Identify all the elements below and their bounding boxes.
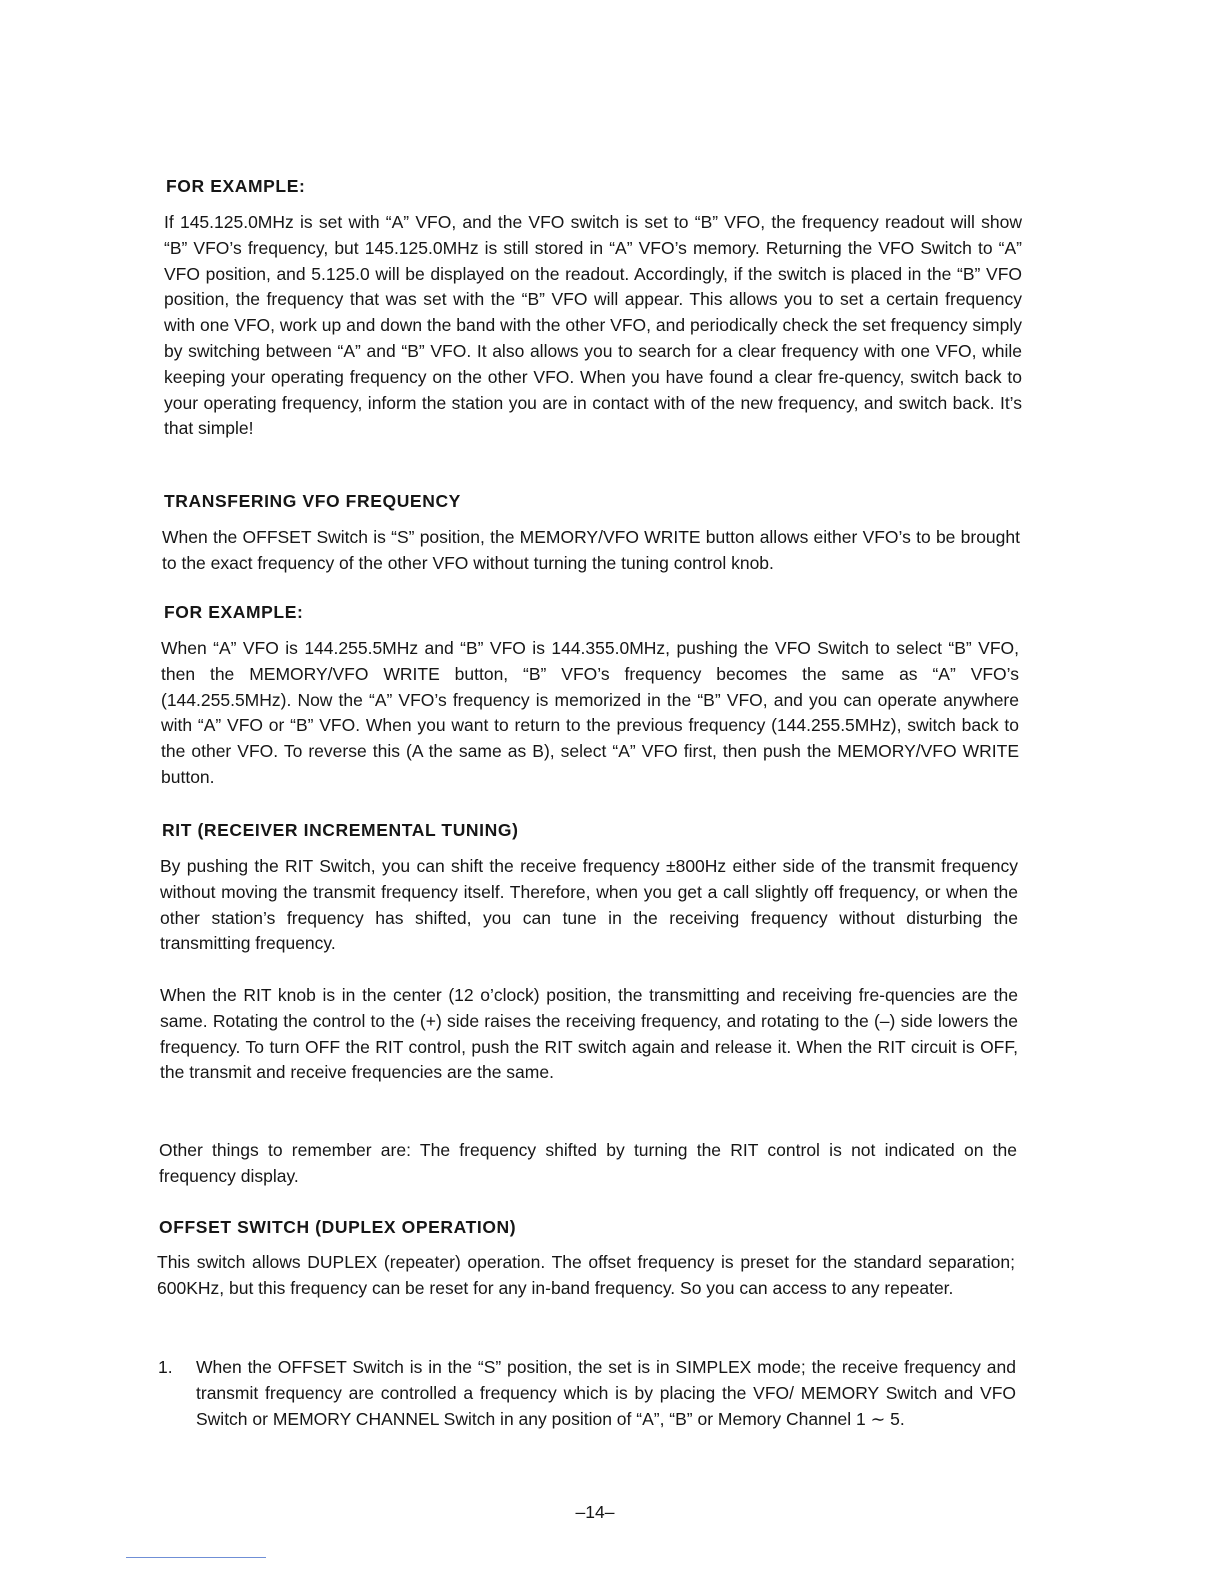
list-item-text: When the OFFSET Switch is in the “S” position, the set is in SIMPLEX mode; the receive frequency and transmit frequency are controlled a frequency which is by placing the VFO/ MEMORY Switch and VFO Switch or MEMORY CHANNEL Switch in any position of “A”, “B” or Memory Channel 1 ∼ 5.	[196, 1357, 1016, 1429]
transfering-vfo-paragraph: When the OFFSET Switch is “S” position, the MEMORY/VFO WRITE button allows either VFO’s to be brought to the exact frequency of the other VFO without turning the tuning control knob.	[162, 527, 1020, 573]
rit-paragraph-1: By pushing the RIT Switch, you can shift the receive frequency ±800Hz either side of the transmit frequency without moving the transmit frequency itself. Therefore, when you get a call slightly off frequency, or when the other station’s frequency has shifted, you can tune in the receiving frequency without disturbing the transmitting frequency.	[160, 856, 1018, 954]
example-heading-1: FOR EXAMPLE:	[166, 176, 306, 196]
page-number: –14–	[575, 1502, 615, 1522]
rit-paragraph-3: Other things to remember are: The frequency shifted by turning the RIT control is not indicated on the frequency display.	[159, 1140, 1017, 1186]
example-paragraph-2: When “A” VFO is 144.255.5MHz and “B” VFO is 144.355.0MHz, pushing the VFO Switch to select “B” VFO, then the MEMORY/VFO WRITE button, “B” VFO’s frequency becomes the same as “A” VFO’s (144.255.5MHz). Now the “A” VFO’s frequency is memorized in the “B” VFO, and you can operate anywhere with “A” VFO or “B” VFO. When you want to return to the previous frequency (144.255.5MHz), switch back to the other VFO. To reverse this (A the same as B), select “A” VFO first, then push the MEMORY/VFO WRITE button.	[161, 638, 1019, 787]
list-item-number: 1.	[158, 1357, 173, 1377]
footer-rule	[126, 1557, 266, 1558]
example-paragraph-1: If 145.125.0MHz is set with “A” VFO, and the VFO switch is set to “B” VFO, the frequency readout will show “B” VFO’s frequency, but 145.125.0MHz is still stored in “A” VFO’s memory. Returning the VFO Switch to “A” VFO position, and 5.125.0 will be displayed on the readout. Accordingly, if the switch is placed in the “B” VFO position, the frequency that was set with the “B” VFO will appear. This allows you to set a certain frequency with one VFO, work up and down the band with the other VFO, and periodically check the set frequency simply by switching between “A” and “B” VFO. It also allows you to search for a clear frequency with one VFO, while keeping your operating frequency on the other VFO. When you have found a clear fre-quency, switch back to your operating frequency, inform the station you are in contact with of the new frequency, and switch back. It’s that simple!	[164, 212, 1022, 439]
example-heading-2: FOR EXAMPLE:	[164, 602, 304, 622]
rit-paragraph-2: When the RIT knob is in the center (12 o’clock) position, the transmitting and receiving fre-quencies are the same. Rotating the control to the (+) side raises the receiving frequency, and rotating to the (–) side lowers the frequency. To turn OFF the RIT control, push the RIT switch again and release it. When the RIT circuit is OFF, the transmit and receive frequencies are the same.	[160, 985, 1018, 1083]
rit-heading: RIT (RECEIVER INCREMENTAL TUNING)	[162, 820, 519, 840]
transfering-vfo-heading: TRANSFERING VFO FREQUENCY	[164, 491, 461, 511]
offset-switch-heading: OFFSET SWITCH (DUPLEX OPERATION)	[159, 1217, 517, 1237]
offset-switch-paragraph: This switch allows DUPLEX (repeater) operation. The offset frequency is preset for the standard separation; 600KHz, but this frequency can be reset for any in-band frequency. So you can access to any repeater.	[157, 1252, 1015, 1298]
